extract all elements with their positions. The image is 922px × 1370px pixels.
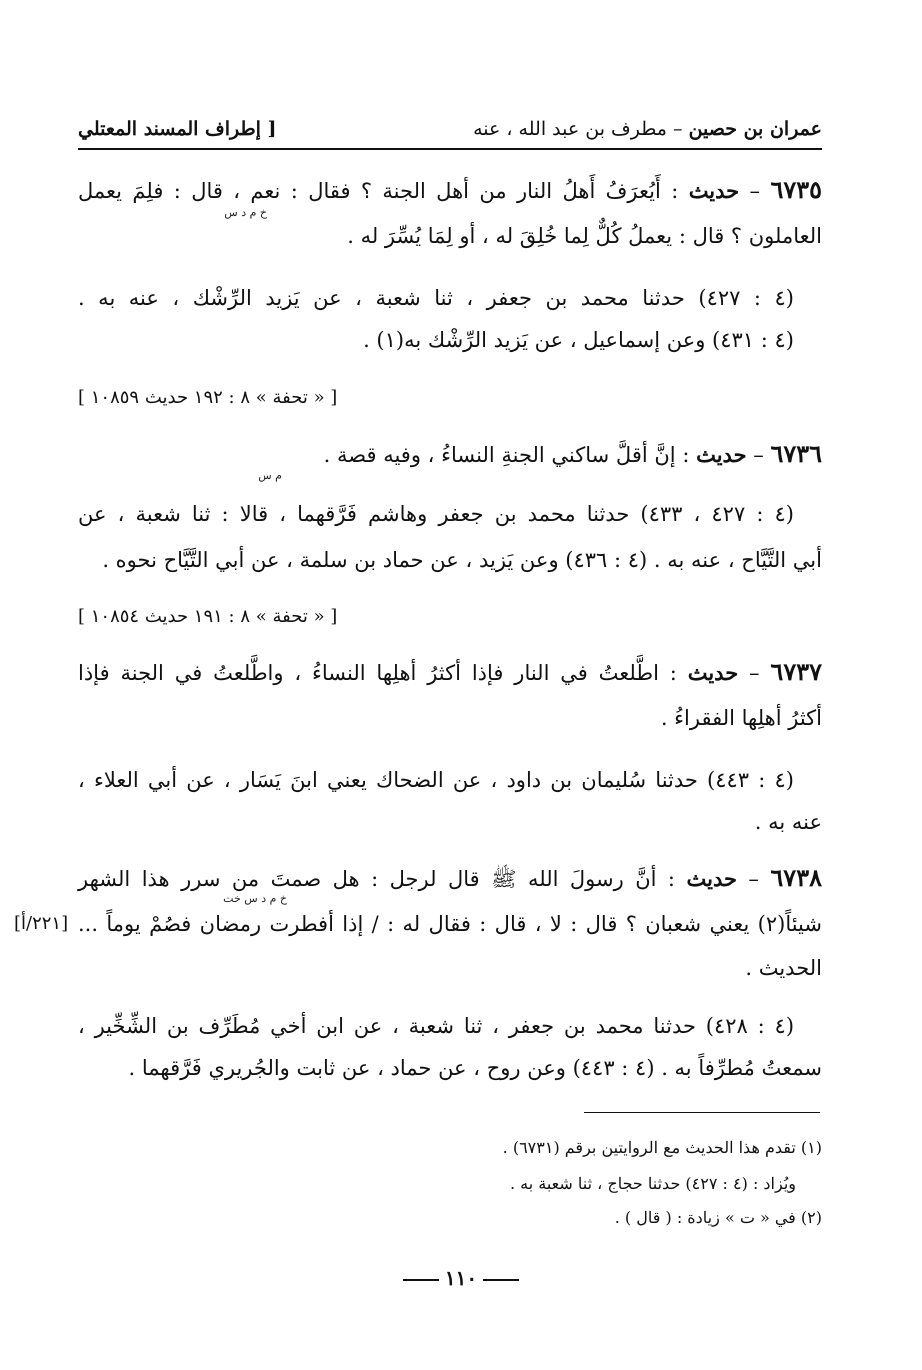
hadith-line: شيئاً(٢) يعني شعبان ؟ قال : لا ، قال : فقال له : / إذا أفطرت رمضان فصُمْ يوماً ... — [78, 912, 822, 936]
running-header-chapter — [473, 118, 822, 140]
hadith-line: ٦٧٣٧ – حديث : اطَّلعتُ في النار فإذا أكثرُ أهلِها النساءُ ، واطَّلعتُ في الجنة فإذا — [78, 657, 822, 686]
page-number — [0, 1266, 922, 1290]
tuhfa-reference: [ « تحفة » ٨ : ١٩١ حديث ١٠٨٥٤ ] — [78, 606, 338, 627]
hadith-line: ٦٧٣٥ – حديث : أَيُعرَفُ أَهلُ النار من أهل الجنة ؟ فقال : نعم ، قال : فلِمَ يعمل — [78, 175, 823, 204]
source-sigla: خ م د س — [224, 206, 267, 219]
isnad-line: سمعتُ مُطرِّفاً به . (٤ : ٤٤٣) وعن روح ، عن حماد ، عن ثابت والجُريري فَرَّقهما . — [128, 1056, 822, 1080]
hadith-line: ٦٧٣٦ – حديث : إنَّ أقلَّ ساكني الجنةِ النساءُ ، وفيه قصة . — [323, 439, 822, 468]
hadith-line: أكثرُ أهلِها الفقراءُ . — [660, 706, 822, 730]
isnad-line: (٤ : ٤٢٨) حدثنا محمد بن جعفر ، ثنا شعبة ، عن ابن أخي مُطَرِّف بن الشِّخِّير ، — [78, 1014, 795, 1038]
hadith-text: : أنَّ رسولَ الله ﷺ قال لرجل : هل صمتَ من سرر هذا الشهر — [78, 867, 676, 891]
manuscript-folio-note: [٢٢١/أ] — [14, 913, 69, 934]
running-header-book-title: [ إطراف المسند المعتلي — [78, 118, 277, 140]
hadith-number: ٦٧٣٧ — [770, 657, 822, 686]
hadith-keyword: حديث — [687, 660, 739, 685]
hadith-keyword: حديث — [686, 866, 737, 891]
hadith-text: : أَيُعرَفُ أَهلُ النار من أهل الجنة ؟ فقال : نعم ، قال : فلِمَ يعمل — [78, 179, 679, 203]
hadith-number: ٦٧٣٥ — [770, 175, 823, 204]
source-sigla: م س — [258, 469, 282, 482]
header-chapter-sub: – مطرف بن عبد الله ، عنه — [473, 118, 683, 140]
source-sigla: خ م د س خت — [223, 892, 287, 905]
footnote-rule — [584, 1112, 820, 1113]
isnad-line: عنه به . — [754, 810, 822, 834]
hadith-line: الحديث . — [745, 956, 822, 980]
isnad-line: (٤ : ٤٢٧ ، ٤٣٣) حدثنا محمد بن جعفر وهاشم فَرَّقهما ، قالا : ثنا شعبة ، عن — [78, 502, 794, 526]
hadith-keyword: حديث — [696, 442, 747, 467]
header-rule — [78, 148, 822, 150]
isnad-line: (٤ : ٤٢٧) حدثنا محمد بن جعفر ، ثنا شعبة ، عن يَزيد الرِّشْك ، عنه به . — [78, 286, 794, 310]
footnote: ويُزاد : (٤ : ٤٢٧) حدثنا حجاج ، ثنا شعبة به . — [509, 1174, 796, 1193]
footnote: (٢) في « ت » زيادة : ( قال ) . — [614, 1208, 822, 1227]
hadith-line: العاملون ؟ قال : يعملُ كُلٌّ لِما خُلِقَ له ، أو لِمَا يُسِّرَ له . — [347, 224, 822, 248]
header-chapter-name: عمران بن حصين — [688, 118, 822, 140]
hadith-text: : إنَّ أقلَّ ساكني الجنةِ النساءُ ، وفيه قصة . — [323, 443, 690, 467]
isnad-line: أبي التَّيَّاح ، عنه به . (٤ : ٤٣٦) وعن يَزيد ، عن حماد بن سلمة ، عن أبي التَّيَّاح نحوه . — [102, 548, 822, 572]
hadith-text: : اطَّلعتُ في النار فإذا أكثرُ أهلِها النساءُ ، واطَّلعتُ في الجنة فإذا — [78, 661, 677, 685]
page-number-value: ١١٠ — [444, 1266, 478, 1290]
isnad-line: (٤ : ٤٣١) وعن إسماعيل ، عن يَزيد الرِّشْك به(١) . — [363, 328, 794, 352]
hadith-keyword: حديث — [688, 178, 740, 203]
hadith-number: ٦٧٣٦ — [770, 439, 822, 468]
footnote: (١) تقدم هذا الحديث مع الروايتين برقم (٦٧٣١) . — [502, 1138, 822, 1157]
tuhfa-reference: [ « تحفة » ٨ : ١٩٢ حديث ١٠٨٥٩ ] — [78, 387, 338, 408]
hadith-number: ٦٧٣٨ — [770, 863, 822, 892]
hadith-line: ٦٧٣٨ – حديث : أنَّ رسولَ الله ﷺ قال لرجل : هل صمتَ من سرر هذا الشهر — [78, 863, 822, 892]
isnad-line: (٤ : ٤٤٣) حدثنا سُليمان بن داود ، عن الضحاك يعني ابنَ يَسَار ، عن أبي العلاء ، — [78, 768, 794, 792]
